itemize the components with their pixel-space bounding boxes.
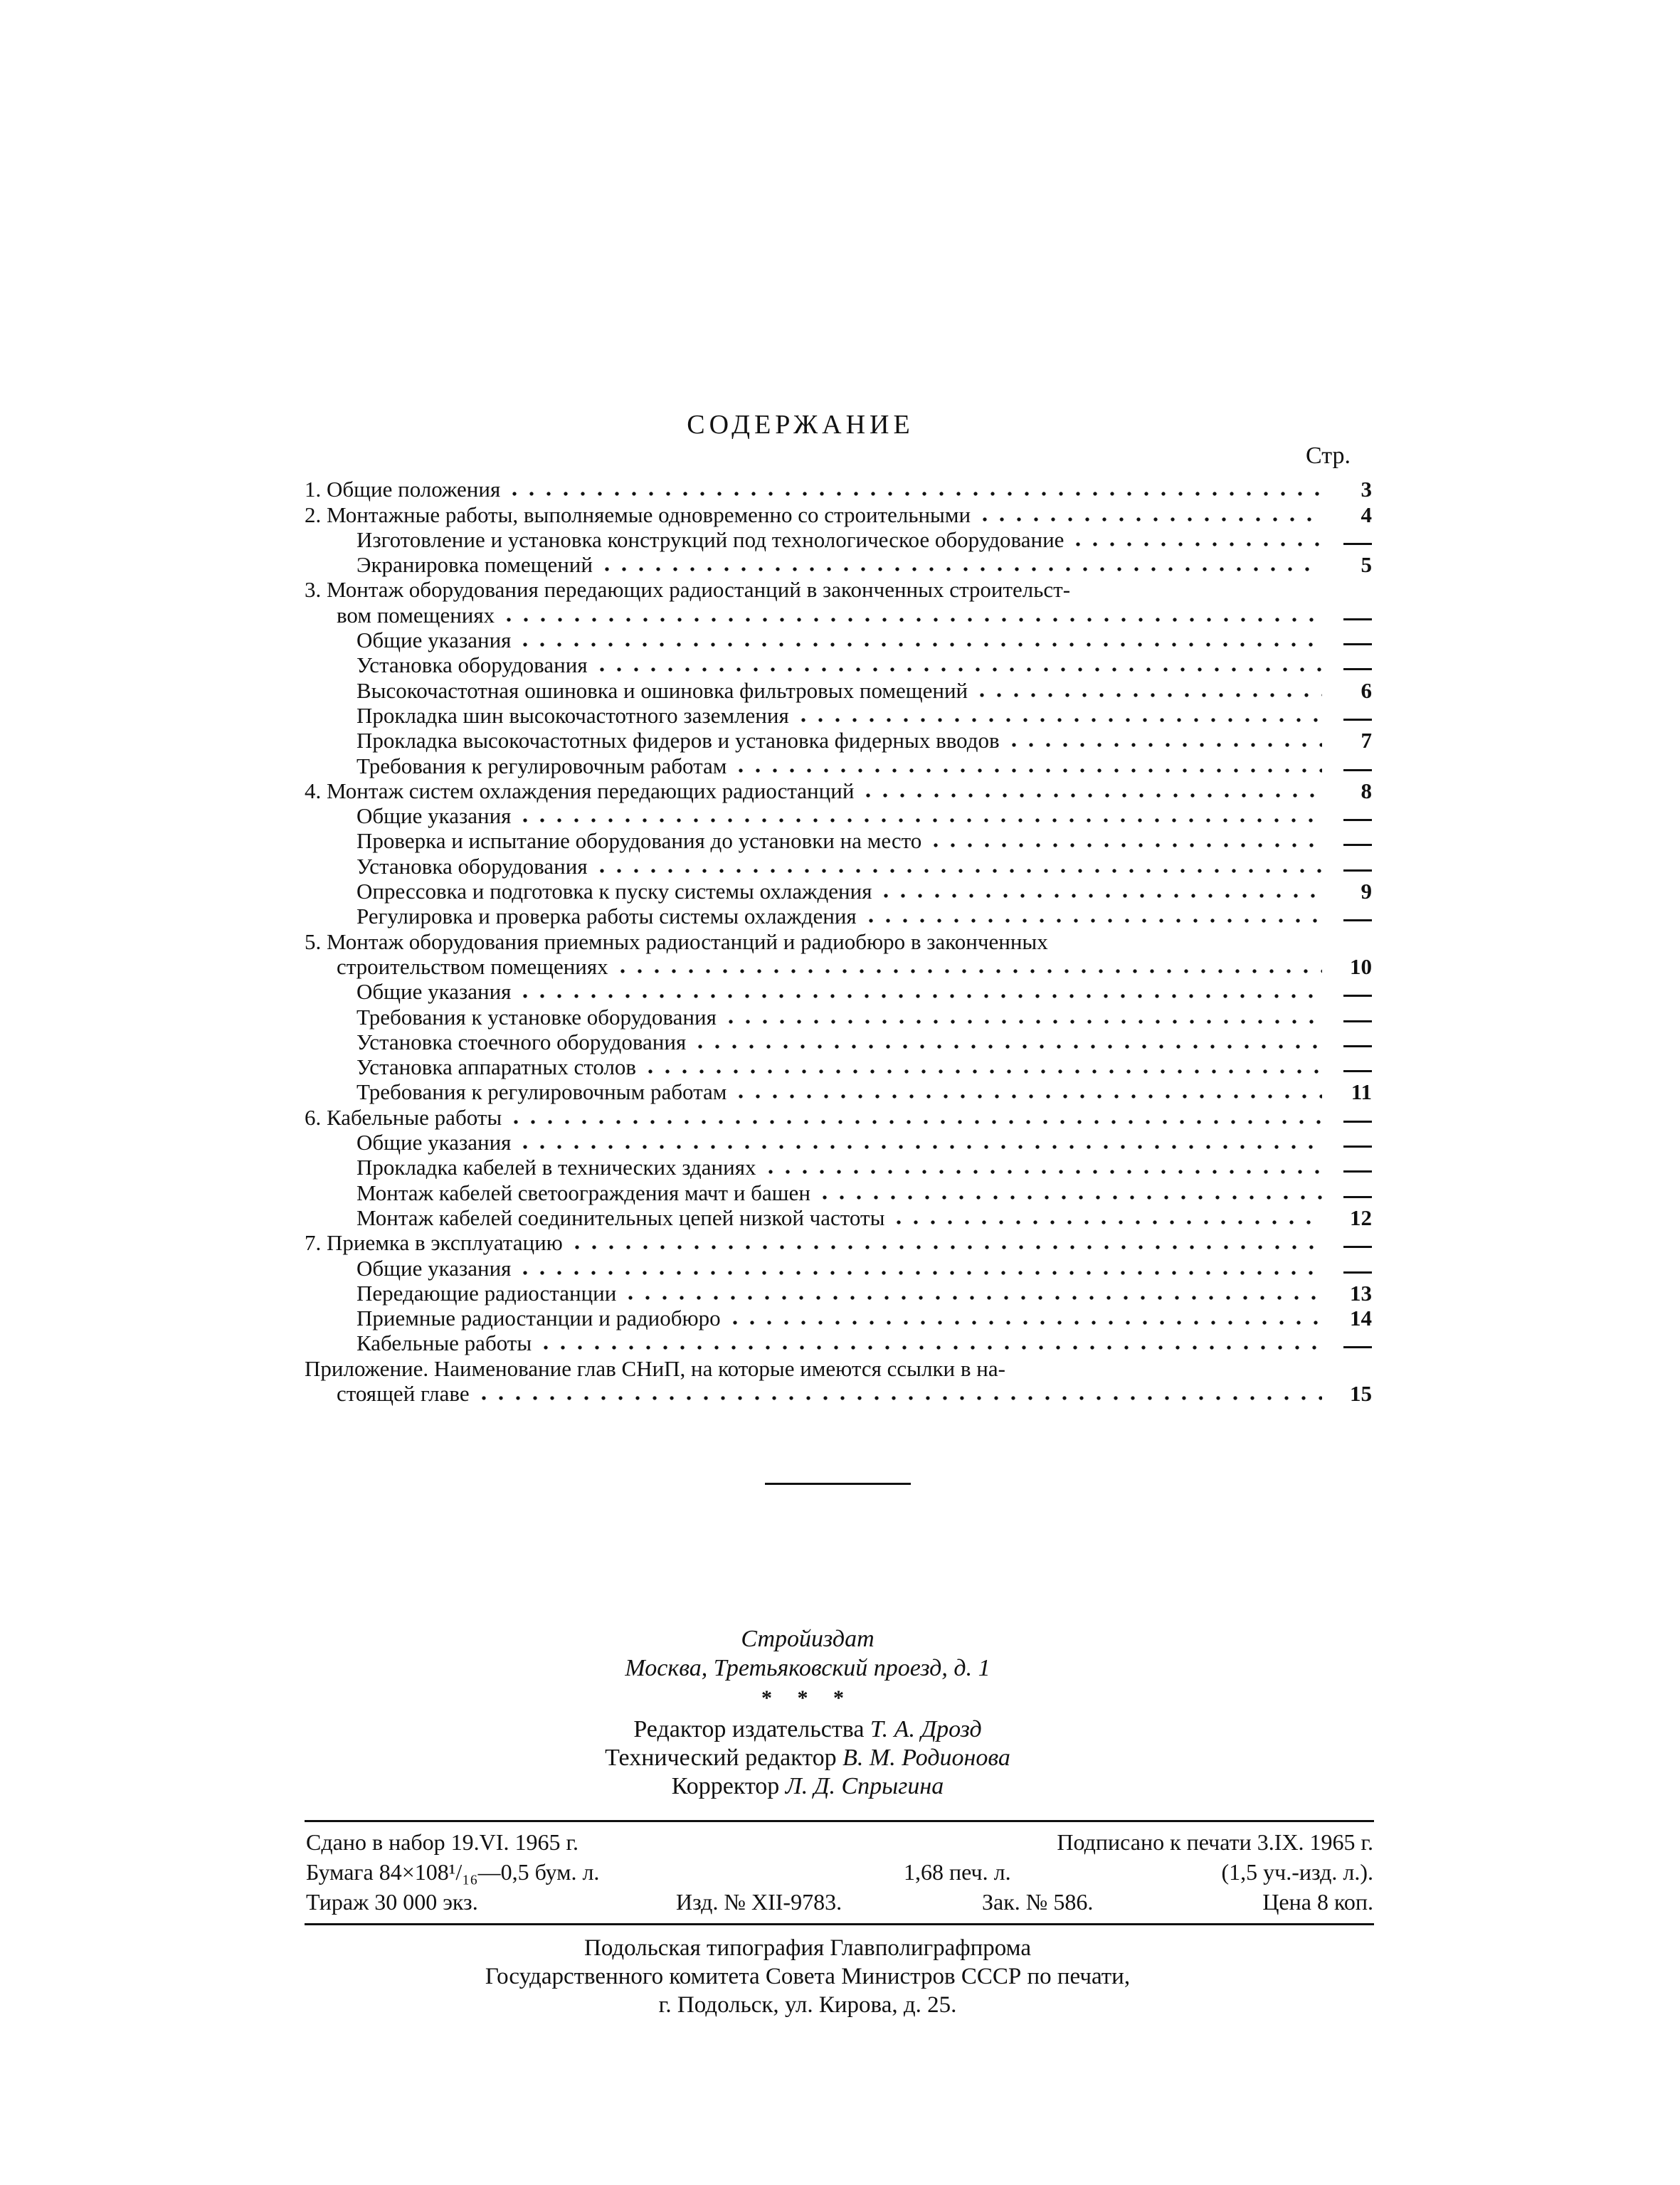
toc-entry <box>305 803 1372 828</box>
toc-entry <box>305 828 1372 853</box>
toc-entry-label: Проверка и испытание оборудования до установки на место <box>356 828 922 854</box>
toc-entry <box>305 1330 1372 1355</box>
toc-entry-label: Монтаж кабелей светоограждения мачт и башен <box>356 1180 810 1205</box>
toc-entry <box>305 502 1372 527</box>
toc-leader-dots <box>862 904 1322 924</box>
toc-entry-page: 4 <box>1361 502 1372 527</box>
toc-leader-dots <box>569 1231 1322 1251</box>
toc-entry-label: Установка аппаратных столов <box>356 1054 637 1080</box>
toc-entry <box>305 1381 1372 1406</box>
toc-entry-label: Прокладка шин высокочастотного заземления <box>356 702 789 728</box>
toc-entry-label: Установка оборудования <box>356 652 588 678</box>
corrector-label: Корректор <box>671 1773 780 1799</box>
toc-entry-label: Требования к установке оборудования <box>356 1004 717 1030</box>
toc-entry-label: 2. Монтажные работы, выполняемые одновременно со строительными <box>305 502 971 527</box>
toc-entry-label: Требования к регулировочным работам <box>356 753 727 778</box>
toc-entry <box>305 677 1372 702</box>
toc-leader-dots <box>593 855 1322 874</box>
toc-entry-page: 14 <box>1350 1306 1372 1331</box>
toc-entry-page: 7 <box>1361 728 1372 753</box>
page-column-label: Стр. <box>1306 443 1351 469</box>
toc-entry-label: 5. Монтаж оборудования приемных радиостанций и радиобюро в законченных <box>305 929 1048 954</box>
toc-entry <box>305 477 1372 502</box>
toc-entry-page: 12 <box>1350 1205 1372 1230</box>
toc-entry-label: 4. Монтаж систем охлаждения передающих радиостанций <box>305 778 855 803</box>
imprint-edition-sheets: (1,5 уч.-изд. л.). <box>1221 1859 1373 1885</box>
toc-entry-label: 1. Общие положения <box>305 477 501 502</box>
toc-leader-dots <box>642 1055 1322 1075</box>
toc-leader-dots <box>976 503 1322 523</box>
toc-entry <box>305 1079 1372 1104</box>
toc-leader-dots <box>692 1030 1322 1050</box>
toc-leader-dots <box>517 1256 1322 1276</box>
toc-leader-dots <box>593 653 1322 673</box>
toc-leader-dots <box>614 955 1322 975</box>
toc-entry <box>305 1255 1372 1280</box>
toc-entry-page: 11 <box>1351 1079 1372 1105</box>
toc-entry <box>305 1104 1372 1129</box>
toc-entry-page: 8 <box>1361 778 1372 803</box>
toc-entry <box>305 1030 1372 1054</box>
toc-leader-dots <box>732 1080 1322 1100</box>
toc-entry <box>305 552 1372 577</box>
toc-entry <box>305 853 1372 878</box>
toc-leader-dots <box>622 1281 1322 1301</box>
toc-leader-dots <box>762 1155 1323 1175</box>
toc-entry-label: Передающие радиостанции <box>356 1280 617 1306</box>
toc-entry-label: Экранировка помещений <box>356 552 593 578</box>
imprint-run: Тираж 30 000 экз. <box>306 1889 478 1915</box>
toc-leader-dots <box>537 1331 1322 1351</box>
toc-entry <box>305 904 1372 929</box>
tech-editor-name: В. М. Родионова <box>842 1745 1010 1771</box>
toc-entry-label: Приложение. Наименование глав СНиП, на которые имеются ссылки в на- <box>305 1355 1005 1381</box>
toc-entry-label: 7. Приемка в эксплуатацию <box>305 1230 563 1256</box>
toc-entry <box>305 652 1372 677</box>
toc-entry <box>305 979 1372 1004</box>
toc-entry <box>305 1306 1372 1330</box>
toc-entry-label: Монтаж кабелей соединительных цепей низкой частоты <box>356 1205 885 1230</box>
toc-entry-page: 9 <box>1361 879 1372 904</box>
imprint-row-2 <box>306 1857 1373 1887</box>
toc-entry-label: Кабельные работы <box>356 1330 532 1356</box>
toc-entry-label: Приемные радиостанции и радиобюро <box>356 1306 721 1331</box>
toc-entry <box>305 1205 1372 1230</box>
rule-top <box>305 1820 1374 1822</box>
imprint-signed: Подписано к печати 3.IX. 1965 г. <box>1057 1829 1373 1855</box>
toc-leader-dots <box>860 779 1322 799</box>
editor-line <box>0 1716 1615 1743</box>
toc-entry <box>305 1155 1372 1180</box>
toc-leader-dots <box>727 1306 1322 1326</box>
toc-entry-label: Общие указания <box>356 1130 512 1155</box>
printer-line-2: Государственного комитета Совета Министров СССР по печати, <box>485 1964 1131 1989</box>
toc-entry <box>305 778 1372 803</box>
toc-entry-page: 13 <box>1350 1280 1372 1306</box>
toc-entry-page: 10 <box>1350 953 1372 979</box>
imprint-row-3 <box>306 1887 1373 1917</box>
toc-entry-page: 5 <box>1361 552 1372 578</box>
printer-line-3: г. Подольск, ул. Кирова, д. 25. <box>658 1992 957 2018</box>
toc-leader-dots <box>475 1382 1322 1402</box>
toc-entry <box>305 1355 1372 1380</box>
toc-entry <box>305 929 1372 953</box>
toc-leader-dots <box>500 603 1322 623</box>
toc-entry <box>305 1281 1372 1306</box>
toc-entry-label: 3. Монтаж оборудования передающих радиостанций в законченных строительст- <box>305 577 1071 603</box>
toc-entry-label: Общие указания <box>356 628 512 653</box>
toc-leader-dots <box>795 704 1322 724</box>
toc-leader-dots <box>890 1206 1322 1226</box>
imprint-izd: Изд. № XII-9783. <box>676 1889 842 1915</box>
page-title: СОДЕРЖАНИЕ <box>687 410 914 440</box>
toc-entry-label: Установка стоечного оборудования <box>356 1029 687 1054</box>
editor-label: Редактор издательства <box>633 1716 865 1742</box>
toc-leader-dots <box>517 804 1322 824</box>
toc-leader-dots <box>816 1181 1322 1201</box>
toc-entry-page: 15 <box>1350 1380 1372 1406</box>
toc-entry-label: Опрессовка и подготовка к пуску системы охлаждения <box>356 879 872 904</box>
toc-leader-dots <box>517 628 1322 648</box>
toc-leader-dots <box>598 553 1322 573</box>
toc-entry <box>305 954 1372 979</box>
editor-name: Т. А. Дрозд <box>870 1716 982 1742</box>
toc-entry-label: Установка оборудования <box>356 853 588 879</box>
toc-entry <box>305 602 1372 627</box>
toc-leader-dots <box>927 829 1322 849</box>
toc-entry-page: 6 <box>1361 677 1372 703</box>
toc-entry <box>305 1004 1372 1029</box>
toc-entry <box>305 728 1372 753</box>
toc-entry-label: Общие указания <box>356 1255 512 1281</box>
publisher-address: Москва, Третьяковский проезд, д. 1 <box>625 1655 990 1681</box>
toc-entry-label: 6. Кабельные работы <box>305 1104 502 1130</box>
toc-leader-dots <box>517 1131 1322 1150</box>
tech-editor-line <box>0 1745 1615 1772</box>
toc-entry <box>305 753 1372 778</box>
toc-entry-label: Требования к регулировочным работам <box>356 1079 727 1105</box>
printer-line-1: Подольская типография Главполиграфпрома <box>584 1935 1031 1961</box>
corrector-line <box>0 1773 1615 1800</box>
toc-entry <box>305 1230 1372 1255</box>
publisher-name: Стройиздат <box>741 1626 875 1652</box>
toc-entry <box>305 577 1372 602</box>
toc-entry-label: Регулировка и проверка работы системы охлаждения <box>356 904 857 929</box>
toc-entry-label: Общие указания <box>356 803 512 829</box>
imprint-sent: Сдано в набор 19.VI. 1965 г. <box>306 1829 579 1855</box>
toc-leader-dots <box>877 879 1322 899</box>
corrector-name: Л. Д. Спрыгина <box>785 1773 944 1799</box>
toc-leader-dots <box>722 1005 1322 1025</box>
toc-leader-dots <box>973 679 1322 699</box>
tech-editor-label: Технический редактор <box>605 1745 837 1771</box>
toc-entry-label: вом помещениях <box>337 602 495 628</box>
divider <box>765 1483 911 1485</box>
separator-stars: * * * <box>761 1686 854 1710</box>
rule-bottom <box>305 1923 1374 1925</box>
imprint-price: Цена 8 коп. <box>1262 1889 1373 1915</box>
toc-entry <box>305 1180 1372 1205</box>
toc-leader-dots <box>1069 528 1322 548</box>
toc-entry-label: Высокочастотная ошиновка и ошиновка фильтровых помещений <box>356 677 968 703</box>
toc-entry-page: 3 <box>1361 477 1372 502</box>
toc-entry <box>305 527 1372 552</box>
toc-entry <box>305 628 1372 652</box>
toc-leader-dots <box>1005 729 1322 748</box>
toc-leader-dots <box>506 477 1322 497</box>
toc-entry-label: Прокладка кабелей в технических зданиях <box>356 1155 756 1180</box>
imprint-order: Зак. № 586. <box>982 1889 1094 1915</box>
toc-entry <box>305 1054 1372 1079</box>
toc-leader-dots <box>507 1106 1322 1126</box>
toc-entry-label: стоящей главе <box>337 1380 470 1406</box>
toc-entry <box>305 1130 1372 1155</box>
toc-leader-dots <box>517 980 1322 1000</box>
toc-leader-dots <box>732 754 1322 774</box>
toc-entry-label: Прокладка высокочастотных фидеров и установка фидерных вводов <box>356 728 1000 753</box>
toc-entry-label: Общие указания <box>356 979 512 1005</box>
toc-entry <box>305 703 1372 728</box>
imprint-paper: Бумага 84×108¹/₁₆—0,5 бум. л. <box>306 1859 600 1885</box>
imprint-sheets: 1,68 печ. л. <box>904 1859 1011 1885</box>
table-of-contents <box>305 477 1372 1406</box>
imprint-row-1 <box>306 1827 1373 1857</box>
toc-entry-label: строительством помещениях <box>337 953 608 979</box>
toc-entry <box>305 879 1372 904</box>
toc-entry-label: Изготовление и установка конструкций под технологическое оборудование <box>356 527 1064 552</box>
